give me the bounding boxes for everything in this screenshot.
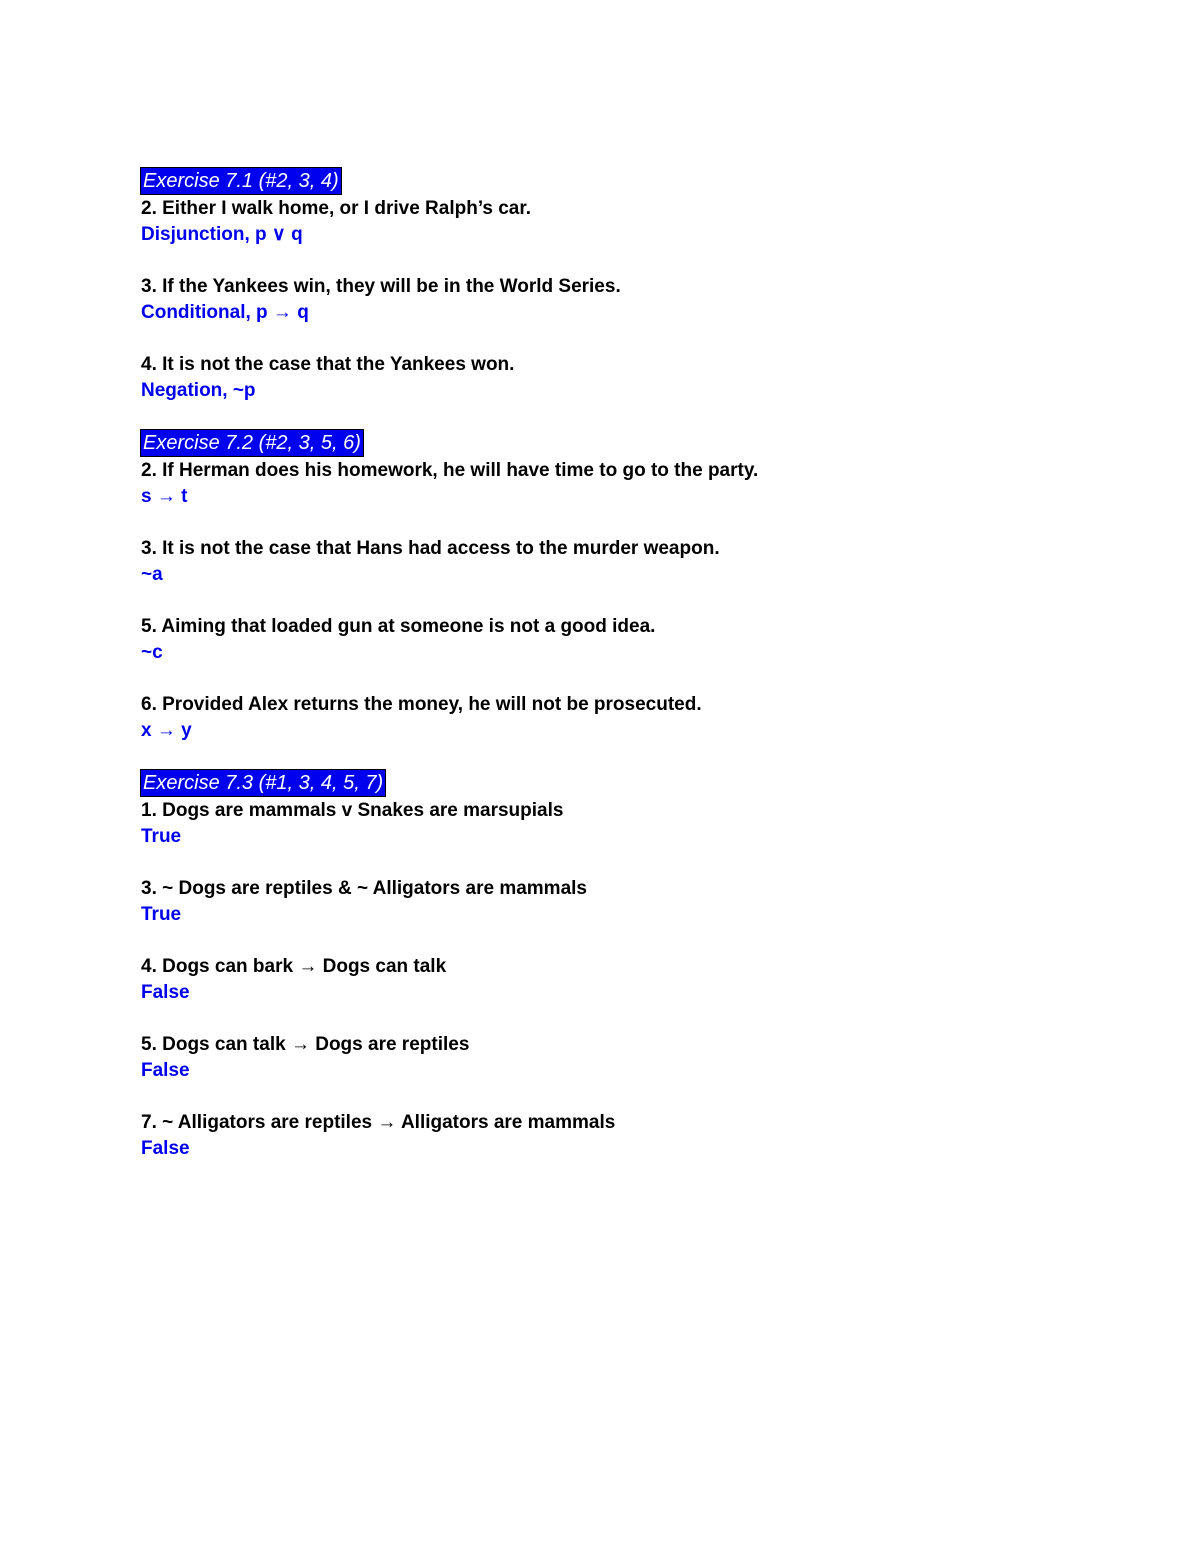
exercise-item (141, 1110, 1141, 1162)
exercise-item (141, 352, 1141, 404)
answer-text: True (141, 904, 182, 925)
question-text: 5. Aiming that loaded gun at someone is not a good idea. (141, 616, 656, 637)
exercise-item (141, 876, 1141, 928)
section-heading: Exercise 7.2 (#2, 3, 5, 6) (143, 432, 361, 454)
exercise-item (141, 614, 1141, 666)
answer-text: x → y (141, 720, 192, 741)
question-text: 4. It is not the case that the Yankees won. (141, 354, 515, 375)
heading-row (141, 430, 1141, 458)
answer-text: Disjunction, p ∨ q (141, 224, 303, 245)
exercise-section (141, 430, 1141, 744)
question-text: 6. Provided Alex returns the money, he will not be prosecuted. (141, 694, 702, 715)
exercise-section (141, 168, 1141, 404)
exercise-item (141, 1032, 1141, 1084)
section-heading: Exercise 7.1 (#2, 3, 4) (143, 170, 339, 192)
question-text: 2. If Herman does his homework, he will have time to go to the party. (141, 460, 759, 481)
answer-text: False (141, 1138, 190, 1159)
question-text: 2. Either I walk home, or I drive Ralph’s car. (141, 198, 531, 219)
document-body (141, 168, 1141, 1188)
heading-row (141, 168, 1141, 196)
answer-text: False (141, 1060, 190, 1081)
question-text: 5. Dogs can talk → Dogs are reptiles (141, 1034, 470, 1055)
question-text: 3. If the Yankees win, they will be in the World Series. (141, 276, 621, 297)
answer-text: ~c (141, 642, 163, 663)
exercise-item (141, 536, 1141, 588)
answer-text: Negation, ~p (141, 380, 256, 401)
answer-text: Conditional, p → q (141, 302, 309, 323)
question-text: 4. Dogs can bark → Dogs can talk (141, 956, 447, 977)
exercise-item (141, 954, 1141, 1006)
section-heading: Exercise 7.3 (#1, 3, 4, 5, 7) (143, 772, 384, 794)
question-text: 3. It is not the case that Hans had access to the murder weapon. (141, 538, 720, 559)
exercise-item (141, 458, 1141, 510)
answer-text: True (141, 826, 182, 847)
answer-text: s → t (141, 486, 188, 507)
heading-row (141, 770, 1141, 798)
question-text: 3. ~ Dogs are reptiles & ~ Alligators are mammals (141, 878, 587, 899)
question-text: 1. Dogs are mammals v Snakes are marsupials (141, 800, 564, 821)
question-text: 7. ~ Alligators are reptiles → Alligators are mammals (141, 1112, 616, 1133)
exercise-item (141, 196, 1141, 248)
exercise-item (141, 798, 1141, 850)
answer-text: ~a (141, 564, 163, 585)
exercise-item (141, 692, 1141, 744)
exercise-section (141, 770, 1141, 1162)
exercise-item (141, 274, 1141, 326)
answer-text: False (141, 982, 190, 1003)
